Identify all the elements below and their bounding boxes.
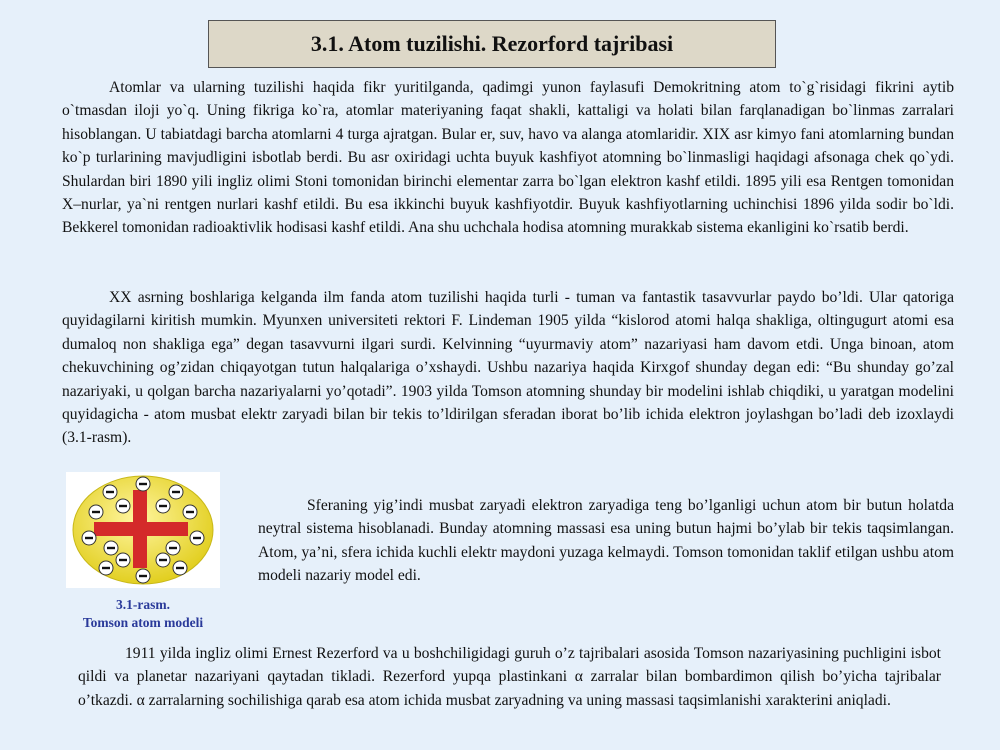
electron-icon [169,485,183,499]
thomson-atom-icon [66,472,220,588]
electron-icon [116,553,130,567]
electron-icon [89,505,103,519]
electron-icon [166,541,180,555]
thomson-atom-figure [66,472,220,588]
figure-caption [62,596,224,632]
paragraph-rutherford: 1911 yilda ingliz olimi Ernest Rezerford va u boshchiligidagi guruh o’z tajribalari asosida Tomson nazariyasining puchligini isbot qildi va planetar nazariyani qaytadan tikladi. Rezerford yupqa plastinkani α zarralar bilan bombardimon qilish bo’yicha tajribalar o’tkazdi. α zarralarning sochilishiga qarab esa atom ichida musbat zaryadning va uning massasi taqsimlanishi xarakterini aniqladi. [78,645,941,709]
electron-icon [173,561,187,575]
figure-caption-number: 3.1-rasm. [116,597,170,612]
electron-icon [104,541,118,555]
electron-icon [136,569,150,583]
figure-caption-title: Tomson atom modeli [82,615,204,630]
page-title: 3.1. Atom tuzilishi. Rezorford tajribasi [310,31,674,56]
paragraph-sphere-charge: Sferaning yig’indi musbat zaryadi elektron zaryadiga teng bo’lganligi uchun atom bir butun holatda neytral sistema hisoblanadi. Bunday atomning massasi esa uning butun hajmi bo’ylab bir tekis taqsimlangan. Atom, ya’ni, sfera ichida kuchli elektr maydoni yuzaga kelmaydi. Tomson tomonidan taklif etilgan ushbu atom modeli nazariy model edi. [258,497,954,585]
plus-sign-horizontal [94,522,188,536]
electron-icon [156,553,170,567]
electron-icon [99,561,113,575]
paragraph-democritus: Atomlar va ularning tuzilishi haqida fikr yuritilganda, qadimgi yunon faylasufi Demokritning atom to`g`risidagi fikrini aytib o`tmasdan iloji yo`q. Uning fikriga ko`ra, atomlar materiyaning faqat shakli, kattaligi va holati bilan farqlanadigan bo`linmas zarralari hisoblangan. U tabiatdagi barcha atomlarni 4 turga ajratgan. Bular er, suv, havo va alanga atomlaridir. XIX asr kimyo fani atomlarning bundan ko`p turlarining mavjudligini isbotlab berdi. Bu asr oxiridagi uchta buyuk kashfiyot atomning bo`linmasligi haqidagi afsonaga chek qo`ydi. Shulardan biri 1890 yili ingliz olimi Stoni tomonidan birinchi elementar zarra bo`lgan elektron kashf etildi. 1895 yili esa Rentgen tomonidan X–nurlar, ya`ni rentgen nurlari kashf etildi. Bu esa ikkinchi buyuk kashfiyotdir. Buyuk kashfiyotlarning uchinchisi 1896 yilda sodir bo`ldi. Bekkerel tomonidan radioaktivlik hodisasi kashf etildi. Ana shu uchchala hodisa atomning murakkab sistema ekanligini ko`rsatib berdi. [62,79,954,237]
electron-icon [183,505,197,519]
electron-icon [82,531,96,545]
electron-icon [156,499,170,513]
electron-icon [190,531,204,545]
paragraph-early-theories: XX asrning boshlariga kelganda ilm fanda atom tuzilishi haqida turli - tuman va fantastik tasavvurlar paydo bo’ldi. Ular qatoriga quyidagilarni kiritish mumkin. Myunxen universiteti rektori F. Lindeman 1905 yilda “kislorod atomi halqa shakliga, oltingugurt atomi esa dumaloq non shakliga ega” degan tasavvurni ilgari surdi. Kelvinning “uyurmaviy atom” nazariyasi ham davom etdi. Unga binoan, atom chekuvchining og’zidan chiqayotgan tutun halqalariga o’xshaydi. Ushbu nazariya haqida Kirxgof shunday degan edi: “Bu shunday go’zal nazariyaki, u qolgan barcha nazariyalarni yo’qotadi”. 1903 yilda Tomson atomning shunday bir modelini ishlab chiqdiki, u yaratgan modelini quyidagicha - atom musbat elektr zaryadi bilan bir tekis to’ldirilgan sferadan iborat bo’lib ichida elektron joylashgan bo’ladi deb izoxlaydi (3.1-rasm). [62,289,954,447]
electron-icon [103,485,117,499]
electron-icon [136,477,150,491]
electron-icon [116,499,130,513]
page-title-box [208,20,776,68]
